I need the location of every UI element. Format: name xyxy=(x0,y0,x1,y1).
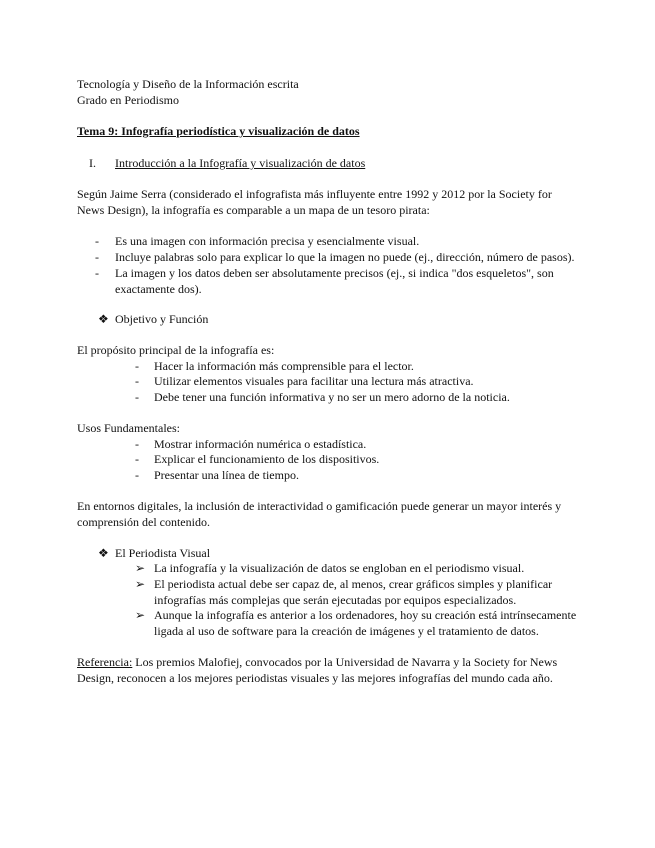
purpose-item: Debe tener una función informativa y no ser un mero adorno de la noticia. xyxy=(154,390,510,404)
uses-item: Explicar el funcionamiento de los dispositivos. xyxy=(154,452,380,466)
section-title: Introducción a la Infografía y visualización de datos xyxy=(115,156,366,170)
diamond-bullet-icon: ❖ xyxy=(98,312,109,326)
intro-bullet: Incluye palabras solo para explicar lo que la imagen no puede (ej., dirección, número de pasos). xyxy=(115,250,575,264)
objective-heading: Objetivo y Función xyxy=(115,312,209,326)
diamond-bullet-icon: ❖ xyxy=(98,546,109,560)
reference-label: Referencia: xyxy=(77,655,133,669)
uses-label: Usos Fundamentales: xyxy=(77,421,180,435)
bullet-dash: - xyxy=(135,359,139,373)
intro-paragraph: Según Jaime Serra (considerado el infografista más influyente entre 1992 y 2012 por la Society for News Design), la infografía es comparable a un mapa de un tesoro pirata: xyxy=(77,187,552,217)
intro-bullet: Es una imagen con información precisa y esencialmente visual. xyxy=(115,234,420,248)
section-number: I. xyxy=(89,156,96,170)
journalist-heading: El Periodista Visual xyxy=(115,546,211,560)
topic-title: Tema 9: Infografía periodística y visualización de datos xyxy=(77,124,360,138)
digital-paragraph: En entornos digitales, la inclusión de interactividad o gamificación puede generar un mayor interés y comprensión del contenido. xyxy=(77,499,562,529)
uses-item: Mostrar información numérica o estadística. xyxy=(154,437,367,451)
arrow-bullet-icon: ➢ xyxy=(135,561,146,575)
arrow-bullet-icon: ➢ xyxy=(135,608,146,622)
bullet-dash: - xyxy=(135,452,139,466)
bullet-dash: - xyxy=(135,468,139,482)
reference-text: Los premios Malofiej, convocados por la Universidad de Navarra y la Society for News Design, reconocen a los mejores periodistas visuales y las mejores infografías del mundo cada año. xyxy=(77,655,558,685)
uses-item: Presentar una línea de tiempo. xyxy=(154,468,299,482)
degree-title: Grado en Periodismo xyxy=(77,93,179,107)
course-title: Tecnología y Diseño de la Información escrita xyxy=(77,77,299,91)
bullet-dash: - xyxy=(135,374,139,388)
bullet-dash: - xyxy=(95,250,99,264)
bullet-dash: - xyxy=(95,234,99,248)
purpose-label: El propósito principal de la infografía es: xyxy=(77,343,275,357)
intro-bullet: La imagen y los datos deben ser absolutamente precisos (ej., si indica "dos esqueletos", son exactamente dos). xyxy=(115,266,554,296)
journalist-item: El periodista actual debe ser capaz de, al menos, crear gráficos simples y planificar infografías más complejas que serán ejecutadas por equipos especializados. xyxy=(154,577,553,607)
bullet-dash: - xyxy=(135,390,139,404)
bullet-dash: - xyxy=(95,266,99,280)
purpose-item: Hacer la información más comprensible para el lector. xyxy=(154,359,414,373)
purpose-item: Utilizar elementos visuales para facilitar una lectura más atractiva. xyxy=(154,374,474,388)
bullet-dash: - xyxy=(135,437,139,451)
journalist-item: Aunque la infografía es anterior a los ordenadores, hoy su creación está intrínsecamente ligada al uso de software para la creación de imágenes y el tratamiento de datos. xyxy=(154,608,577,638)
journalist-item: La infografía y la visualización de datos se engloban en el periodismo visual. xyxy=(154,561,525,575)
reference-paragraph xyxy=(77,654,577,686)
arrow-bullet-icon: ➢ xyxy=(135,577,146,591)
